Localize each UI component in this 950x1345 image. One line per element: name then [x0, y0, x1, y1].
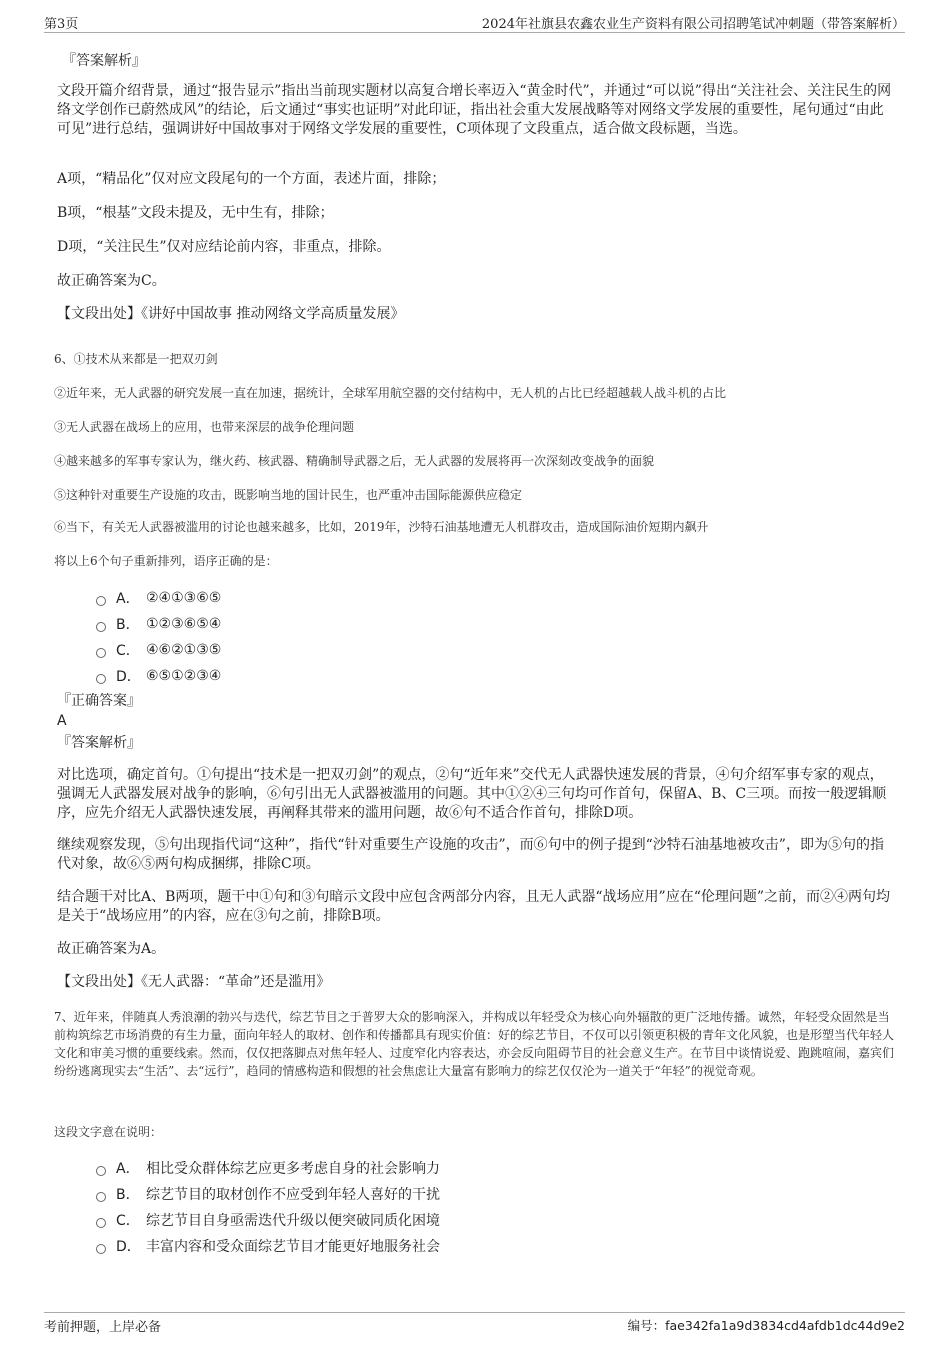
- q6-analysis-paragraph-3: 结合题干对比A、B两项，题干中①句和③句暗示文段中应包含两部分内容，且无人武器“战场应用”应在“伦理问题”之前，而②④两句均是关于“战场应用”的内容，应在③句之前，排除B项。: [57, 889, 891, 924]
- q6-analysis-heading: 『答案解析』: [57, 735, 141, 751]
- q6-option-d[interactable]: [96, 666, 221, 686]
- q6-analysis-paragraph-1: 对比选项，确定首句。①句提出“技术是一把双刃剑”的观点，②句“近年来”交代无人武器快速发展的背景，④句介绍军事专家的观点，强调无人武器发展对战争的影响，⑥句引出无人武器被滥用的问题。其中①②④三句均可作首句，保留A、B、C三项。而按一般逻辑顺序，应先介绍无人武器快速发展，再阐释其带来的滥用问题，故⑥句不适合作首句，排除D项。: [57, 767, 887, 821]
- radio-button[interactable]: [96, 648, 106, 658]
- option-letter: B．: [116, 1187, 140, 1203]
- document-id: 编号：fae342fa1a9d3834cd4afdb1dc44d9e2: [627, 1318, 905, 1333]
- q7-option-b[interactable]: [96, 1184, 440, 1204]
- q6-sentence-3: ③无人武器在战场上的应用，也带来深层的战争伦理问题: [54, 420, 355, 434]
- q5-conclusion: 故正确答案为C。: [57, 273, 166, 289]
- option-letter: D．: [116, 1239, 141, 1255]
- option-letter: D．: [116, 669, 141, 685]
- q6-sentence-2: ②近年来，无人武器的研究发展一直在加速，据统计，全球军用航空器的交付结构中，无人机的占比已经超越载人战斗机的占比: [54, 386, 727, 400]
- page-footer: [44, 1312, 905, 1335]
- q7-option-d[interactable]: [96, 1236, 440, 1256]
- option-text: ②④①③⑥⑤: [146, 590, 222, 606]
- q6-option-a[interactable]: [96, 588, 221, 608]
- page-header: [44, 10, 905, 33]
- q6-sentence-6: ⑥当下，有关无人武器被滥用的讨论也越来越多，比如，2019年，沙特石油基地遭无人机群攻击，造成国际油价短期内飙升: [54, 520, 709, 534]
- q5-analysis-option-d: D项，“关注民生”仅对应结论前内容，非重点，排除。: [57, 239, 391, 255]
- option-text: 丰富内容和受众面综艺节目才能更好地服务社会: [146, 1239, 440, 1255]
- q6-prompt: 将以上6个句子重新排列，语序正确的是：: [54, 554, 278, 568]
- q6-sentence-4: ④越来越多的军事专家认为，继火药、核武器、精确制导武器之后，无人武器的发展将再一次深刻改变战争的面貌: [54, 454, 655, 468]
- option-text: 综艺节目自身亟需迭代升级以便突破同质化困境: [146, 1213, 440, 1229]
- q6-option-b[interactable]: [96, 614, 221, 634]
- radio-button[interactable]: [96, 674, 106, 684]
- q6-sentence-1: 6、①技术从来都是一把双刃剑: [54, 352, 218, 366]
- option-text: ⑥⑤①②③④: [146, 668, 222, 684]
- option-text: 相比受众群体综艺应更多考虑自身的社会影响力: [146, 1161, 440, 1177]
- radio-button[interactable]: [96, 1218, 106, 1228]
- page-number: 第3页: [44, 17, 79, 32]
- radio-button[interactable]: [96, 1244, 106, 1254]
- footer-slogan: 考前押题，上岸必备: [44, 1320, 162, 1335]
- option-letter: C．: [116, 1213, 140, 1229]
- radio-button[interactable]: [96, 596, 106, 606]
- q5-source: 【文段出处】《讲好中国故事 推动网络文学高质量发展》: [57, 306, 405, 322]
- option-text: ①②③⑥⑤④: [146, 616, 222, 632]
- q6-sentence-5: ⑤这种针对重要生产设施的攻击，既影响当地的国计民生，也严重冲击国际能源供应稳定: [54, 488, 523, 502]
- q7-stem: 7、近年来，伴随真人秀浪潮的勃兴与迭代，综艺节目之于普罗大众的影响深入，并构成以年轻受众为核心向外辐散的更广泛地传播。诚然，年轻受众固然是当前构筑综艺市场消费的有生力量，面向年轻人的取材、创作和传播都具有现实价值：好的综艺节目，不仅可以引领更积极的青年文化风貌，也是形塑当代年轻人文化和审美习惯的重要线索。然而，仅仅把落脚点对焦年轻人、过度窄化内容表达，亦会反向阻碍节目的社会意义生产。在节目中谈情说爱、跑跳喧闹，嘉宾们纷纷逃离现实去“生活”、去“远行”，趋同的情感构造和假想的社会焦虑让大量富有影响力的综艺仅仅沦为一道关于“年轻”的视觉奇观。: [54, 1010, 895, 1078]
- option-letter: C．: [116, 643, 140, 659]
- q6-analysis-paragraph-2: 继续观察发现，⑤句出现指代词“这种”，指代“针对重要生产设施的攻击”，而⑥句中的例子提到“沙特石油基地被攻击”，即为⑤句的指代对象，故⑥⑤两句构成捆绑，排除C项。: [57, 837, 884, 872]
- q5-analysis-heading: 『答案解析』: [62, 53, 146, 69]
- q6-answer-heading: 『正确答案』: [57, 693, 141, 709]
- radio-button[interactable]: [96, 1166, 106, 1176]
- q7-option-c[interactable]: [96, 1210, 440, 1230]
- q7-option-a[interactable]: [96, 1158, 440, 1178]
- q6-answer: A: [57, 713, 67, 729]
- q6-option-c[interactable]: [96, 640, 221, 660]
- q6-conclusion: 故正确答案为A。: [57, 941, 166, 957]
- option-text: ④⑥②①③⑤: [146, 642, 222, 658]
- option-text: 综艺节目的取材创作不应受到年轻人喜好的干扰: [146, 1187, 440, 1203]
- q5-analysis-paragraph: 文段开篇介绍背景，通过“报告显示”指出当前现实题材以高复合增长率迈入“黄金时代”，并通过“可以说”得出“关注社会、关注民生的网络文学创作已蔚然成风”的结论，后文通过“事实也证明”对此印证，指出社会重大发展战略等对网络文学发展的重要性，尾句通过“由此可见”进行总结，强调讲好中国故事对于网络文学发展的重要性，C项体现了文段重点，适合做文段标题，当选。: [57, 83, 892, 137]
- option-letter: B．: [116, 617, 140, 633]
- q6-source: 【文段出处】《无人武器：“革命”还是滥用》: [57, 974, 331, 990]
- radio-button[interactable]: [96, 622, 106, 632]
- q7-prompt: 这段文字意在说明：: [54, 1125, 163, 1139]
- q5-analysis-option-b: B项，“根基”文段未提及，无中生有，排除；: [57, 205, 334, 221]
- radio-button[interactable]: [96, 1192, 106, 1202]
- option-letter: A．: [116, 1161, 140, 1177]
- option-letter: A．: [116, 591, 140, 607]
- document-title: 2024年社旗县农鑫农业生产资料有限公司招聘笔试冲刺题（带答案解析）: [481, 17, 905, 32]
- q5-analysis-option-a: A项，“精品化”仅对应文段尾句的一个方面，表述片面，排除；: [57, 171, 446, 187]
